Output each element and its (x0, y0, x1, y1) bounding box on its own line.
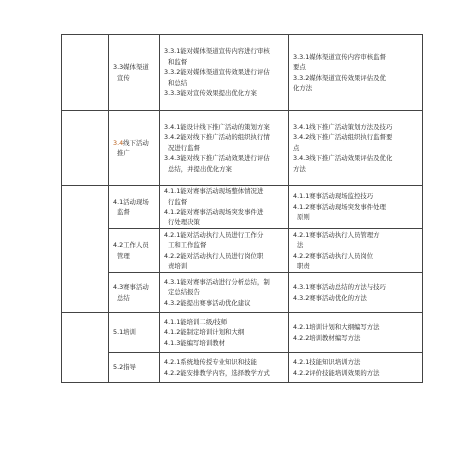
knowledge-cell (160, 273, 289, 313)
table-row-4-2 (62, 229, 423, 273)
standard-table (61, 34, 423, 383)
knowledge-line: 行监督 (168, 197, 188, 206)
table-row-4-3 (62, 273, 423, 313)
table-row-3-4 (62, 111, 423, 186)
section-cell-blank (62, 111, 109, 186)
skills-cell (289, 353, 423, 383)
unit-name-cell (109, 229, 160, 273)
skills-line: 4.2.2赛事活动执行人员岗位 (293, 251, 374, 260)
section-cell (62, 313, 109, 383)
unit-name-cell (109, 186, 160, 229)
knowledge-line: 4.1.1能培训二级/技师 (164, 317, 228, 326)
skills-line: 原则 (297, 213, 310, 222)
table-row-4-1 (62, 186, 423, 229)
knowledge-cell (160, 229, 289, 273)
unit-name-line: 监督 (117, 208, 130, 216)
skills-cell (289, 186, 423, 229)
skills-line: 3.4.2线下推广活动组织执行监督要 (293, 133, 393, 142)
knowledge-line: 4.2.1系统地传授专业知识和技能 (164, 358, 257, 367)
unit-name-line: 4.2工作人员 (113, 241, 149, 250)
knowledge-cell (160, 353, 289, 383)
skills-line: 4.1.2赛事活动现场突发事件处理 (293, 202, 386, 211)
skills-line: 3.4.1线下推广活动策划方法及技巧 (293, 122, 393, 131)
skills-line: 4.2.2培训教材编写方法 (293, 333, 361, 342)
unit-name-cell (109, 35, 160, 111)
unit-name-cell (109, 313, 160, 353)
unit-name-line: 宣传 (117, 73, 130, 82)
skills-line: 3.4.3线下推广活动效果评估及优化 (293, 154, 393, 163)
unit-name-line: 总结 (117, 293, 130, 302)
unit-number-highlight: 3.4 (113, 138, 124, 147)
section-cell (62, 186, 109, 313)
knowledge-line: 4.3.1能对赛事活动进行分析总结，制 (164, 277, 270, 286)
knowledge-line: 3.4.2能对线下推广活动的组织执行情 (164, 133, 270, 142)
unit-name-line: 4.1活动现场 (113, 197, 149, 206)
unit-name-cell (109, 353, 160, 383)
skills-line: 3.3.2媒体渠道宣传效果评估及优 (293, 73, 386, 82)
knowledge-line: 4.2.2能安排教学内容，选择教学方式 (164, 368, 270, 377)
skills-line: 4.2.1培训计划和大纲编写方法 (293, 323, 380, 332)
unit-name-line: 5.1培训 (113, 328, 136, 337)
knowledge-line: 行处理决策 (168, 218, 200, 227)
skills-line: 4.3.2赛事活动优化的方法 (293, 293, 367, 302)
unit-name-line: 4.3赛事活动 (113, 283, 149, 292)
unit-name-cell (109, 111, 160, 186)
knowledge-line: 3.3.3能对宣传效果提出优化方案 (164, 89, 257, 98)
skills-line: 4.3.1赛事活动总结的方法与技巧 (293, 283, 386, 292)
skills-cell (289, 111, 423, 186)
knowledge-line: 4.3.2能提出赛事活动优化建议 (164, 298, 251, 307)
skills-line: 3.3.1媒体渠道宣传内容审核监督 (293, 52, 386, 61)
knowledge-line: 况进行监督 (168, 143, 200, 152)
skills-line: 法 (297, 241, 304, 250)
knowledge-line: 4.1.3能编写培训教材 (164, 338, 225, 347)
knowledge-line: 定总结报告 (168, 288, 200, 297)
knowledge-line: 4.1.1能对赛事活动现场整体情况进 (164, 187, 264, 196)
knowledge-line: 和监督 (168, 57, 188, 66)
knowledge-line: 3.4.1能设计线下推广活动的策划方案 (164, 122, 270, 131)
skills-line: 方法 (293, 164, 306, 173)
skills-line: 点 (293, 143, 300, 152)
knowledge-line: 3.3.1能对媒体渠道宣传内容进行审核 (164, 47, 270, 56)
skills-line: 4.1.1赛事活动现场监控技巧 (293, 192, 374, 201)
skills-line: 职责 (297, 261, 310, 270)
knowledge-line: 总结，并提出优化方案 (168, 164, 232, 173)
skills-line: 4.2.1赛事活动执行人员管理方 (293, 230, 380, 239)
table-row-5-1 (62, 313, 423, 353)
knowledge-line: 3.3.2能对媒体渠道宣传效果进行评估 (164, 68, 270, 77)
knowledge-line: 责培训 (168, 261, 188, 270)
skills-line: 4.2.2评价技能培训效果的方法 (293, 368, 380, 377)
skills-cell (289, 229, 423, 273)
unit-name-line: 3.3媒体渠道 (113, 63, 149, 72)
section-cell-blank (62, 35, 109, 111)
knowledge-line: 4.1.2能对赛事活动现场突发事件进 (164, 208, 264, 216)
knowledge-cell (160, 35, 289, 111)
knowledge-line: 4.2.2能对活动执行人员进行岗位职 (164, 251, 264, 260)
skills-cell (289, 35, 423, 111)
knowledge-cell (160, 186, 289, 229)
skills-line: 要点 (293, 63, 306, 72)
unit-name-line: 推广 (117, 149, 130, 157)
skills-line: 4.2.1技能知识培训方法 (293, 358, 361, 367)
knowledge-line: 3.4.3能对线下推广活动效果进行评估 (164, 154, 270, 163)
unit-name-line: 5.2指导 (113, 363, 136, 372)
table-row-3-3 (62, 35, 423, 111)
knowledge-cell (160, 111, 289, 186)
knowledge-line: 4.2.1能对活动执行人员进行工作分 (164, 230, 264, 239)
skills-cell (289, 273, 423, 313)
table-row-5-2 (62, 353, 423, 383)
knowledge-cell (160, 313, 289, 353)
unit-name-cell (109, 273, 160, 313)
skills-line: 化方法 (293, 83, 313, 92)
unit-name-line: 线下活动 (123, 138, 149, 147)
knowledge-line: 和总结 (168, 78, 188, 87)
unit-name-line: 管理 (117, 251, 130, 260)
knowledge-line: 工和工作监督 (168, 241, 207, 250)
skills-cell (289, 313, 423, 353)
knowledge-line: 4.1.2能制定培训计划和大纲 (164, 328, 245, 337)
